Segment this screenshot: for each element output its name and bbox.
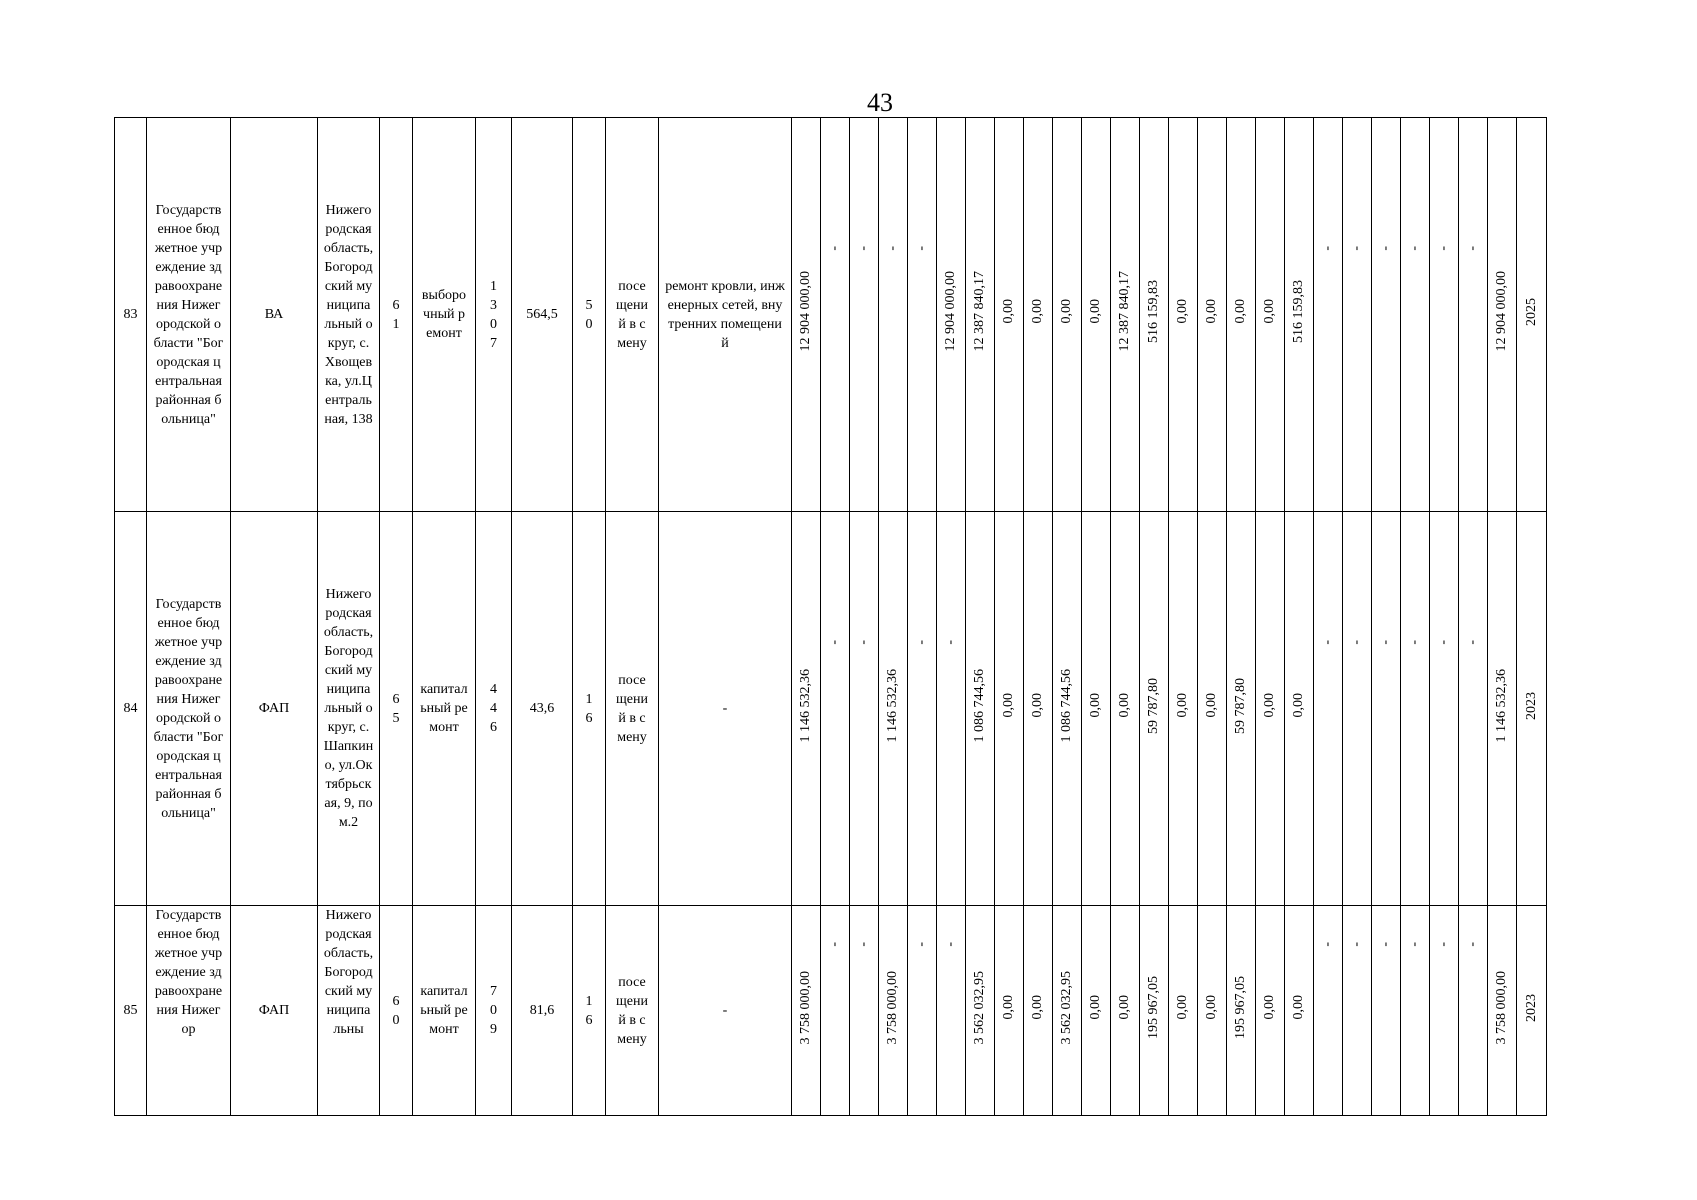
amount-cell [1227,118,1256,512]
amount-cell [1401,118,1430,512]
amount-value: 195 967,05 [1233,976,1248,1039]
amount-value: - [914,942,929,947]
amount-value: 0,00 [1175,995,1190,1020]
amount-value: 59 787,80 [1233,677,1248,734]
capacity-unit: посещений в смену [616,672,648,745]
amount-cell [1082,906,1111,1116]
amount-cell [1169,118,1198,512]
amount-value: - [943,640,958,645]
amount-cell [1024,906,1053,1116]
amount-cell [1401,906,1430,1116]
facility-type: ФАП [258,701,290,716]
amount-value: 0,00 [1175,693,1190,718]
amount-value: 0,00 [1088,995,1103,1020]
amount-cell [1488,118,1517,512]
amount-value: - [827,942,842,947]
column-9-value-cell [573,118,606,512]
address-cell [318,118,380,512]
amount-cell [1285,906,1314,1116]
amount-cell [1140,118,1169,512]
amount-cell [879,512,908,906]
amount-cell [1169,512,1198,906]
amount-value: 1 146 532,36 [1494,668,1509,743]
amount-value: 0,00 [1262,299,1277,324]
amount-value: 0,00 [1030,693,1045,718]
amount-cell [1227,906,1256,1116]
amount-value: - [1349,942,1364,947]
capacity-unit-cell [606,118,659,512]
amount-value: 516 159,83 [1291,280,1306,343]
amount-value: - [1349,640,1364,645]
amount-cell [1053,118,1082,512]
area: 81,6 [529,1003,555,1018]
amount-cell [1053,906,1082,1116]
amount-value: - [943,942,958,947]
amount-cell [1517,512,1547,906]
row-number-cell [115,906,147,1116]
amount-value: 0,00 [1233,299,1248,324]
amount-cell [908,512,937,906]
facility-type-cell [231,906,318,1116]
work-description: - [722,1003,728,1018]
column-9-value: 16 [585,993,593,1028]
amount-cell [1256,512,1285,906]
amount-cell [1053,512,1082,906]
amount-cell [879,906,908,1116]
amount-cell [1314,512,1343,906]
amount-value: - [1436,640,1451,645]
amount-value: - [914,640,929,645]
row-number: 84 [123,701,138,716]
capacity-unit-cell [606,906,659,1116]
amount-cell [1314,118,1343,512]
program-table [114,117,1547,1116]
amount-value: 0,00 [1117,995,1132,1020]
amount-value: 0,00 [1030,995,1045,1020]
amount-cell [1111,118,1140,512]
column-7-value-cell [476,512,512,906]
amount-cell [937,512,966,906]
column-5-value: 60 [392,993,400,1028]
amount-cell [966,512,995,906]
column-5-value-cell [380,118,413,512]
amount-value: 0,00 [1001,995,1016,1020]
facility-type-cell [231,118,318,512]
amount-cell [850,512,879,906]
table-row [115,118,1547,512]
work-description-cell [659,118,792,512]
amount-value: 0,00 [1175,299,1190,324]
amount-value: 0,00 [1291,693,1306,718]
amount-value: 0,00 [1117,693,1132,718]
amount-cell [1024,118,1053,512]
area: 43,6 [529,701,555,716]
amount-cell [966,118,995,512]
amount-cell [1488,512,1517,906]
amount-value: 1 146 532,36 [798,668,813,743]
amount-cell [821,906,850,1116]
area-cell [512,906,573,1116]
amount-cell [1430,906,1459,1116]
amount-value: 0,00 [1291,995,1306,1020]
amount-cell [850,118,879,512]
column-5-value: 61 [392,297,400,332]
amount-value: 0,00 [1030,299,1045,324]
amount-cell [1082,512,1111,906]
amount-cell [937,906,966,1116]
address: Нижегородская область, Богородский муниципальны [323,908,374,1037]
amount-value: 12 904 000,00 [943,271,958,352]
amount-value: - [827,640,842,645]
amount-cell [879,118,908,512]
amount-value: 2023 [1523,691,1539,720]
amount-cell [1343,118,1372,512]
amount-cell [1227,512,1256,906]
amount-cell [792,906,821,1116]
amount-cell [908,118,937,512]
amount-value: 1 146 532,36 [885,668,900,743]
amount-cell [821,118,850,512]
row-number-cell [115,512,147,906]
facility-type: ВА [264,307,284,322]
amount-value: 0,00 [1262,995,1277,1020]
amount-value: 0,00 [1001,299,1016,324]
work-description-cell [659,512,792,906]
amount-value: - [856,942,871,947]
row-number-cell [115,118,147,512]
amount-value: 12 387 840,17 [1117,271,1132,352]
work-type-cell [413,118,476,512]
amount-value: 3 758 000,00 [885,970,900,1045]
amount-cell [821,512,850,906]
amount-value: 3 562 032,95 [972,970,987,1045]
amount-value: 0,00 [1204,995,1219,1020]
amount-cell [1256,118,1285,512]
column-5-value-cell [380,906,413,1116]
amount-cell [1285,512,1314,906]
work-type: капитальный ремонт [420,682,468,735]
amount-value: - [1436,942,1451,947]
amount-cell [995,118,1024,512]
amount-cell [1343,512,1372,906]
amount-value: 0,00 [1204,693,1219,718]
amount-value: 2025 [1523,297,1539,326]
amount-cell [1314,906,1343,1116]
work-description: - [722,701,728,716]
amount-cell [1111,906,1140,1116]
amount-value: 12 387 840,17 [972,271,987,352]
amount-cell [966,906,995,1116]
amount-cell [1517,118,1547,512]
column-5-value-cell [380,512,413,906]
work-type-cell [413,906,476,1116]
amount-value: 0,00 [1001,693,1016,718]
amount-value: 3 758 000,00 [1494,970,1509,1045]
amount-cell [1401,512,1430,906]
amount-value: - [885,246,900,251]
address-cell [318,906,380,1116]
institution-name: Государственное бюджетное учреждение здравоохранения Нижегородской области "Богородская центральная районная больница" [153,202,224,427]
area-cell [512,512,573,906]
work-type: выборочный ремонт [421,288,467,341]
page-number: 43 [867,88,893,117]
address-cell [318,512,380,906]
amount-value: 12 904 000,00 [1494,271,1509,352]
amount-value: - [1465,942,1480,947]
table-body [115,118,1547,1116]
capacity-unit: посещений в смену [616,974,648,1047]
amount-value: - [1378,942,1393,947]
institution-name: Государственное бюджетное учреждение здравоохранения Нижегородской области "Богородская центральная районная больница" [153,596,224,821]
column-7-value: 446 [490,682,497,735]
amount-value: 0,00 [1262,693,1277,718]
amount-cell [995,906,1024,1116]
amount-cell [1430,512,1459,906]
amount-value: - [1407,246,1422,251]
amount-value: 1 086 744,56 [1059,668,1074,743]
amount-value: - [1407,942,1422,947]
address: Нижегородская область, Богородский муниципальный округ, с. Шапкино, ул.Октябрьская, 9, пом.2 [323,587,374,830]
work-type-cell [413,512,476,906]
facility-type-cell [231,512,318,906]
column-5-value: 65 [392,691,400,726]
amount-cell [1517,906,1547,1116]
amount-cell [1169,906,1198,1116]
institution-name-cell [147,118,231,512]
amount-value: - [1436,246,1451,251]
column-7-value: 709 [490,984,497,1037]
amount-cell [1256,906,1285,1116]
amount-value: - [827,246,842,251]
amount-value: - [1378,246,1393,251]
amount-value: - [1349,246,1364,251]
amount-cell [1082,118,1111,512]
amount-cell [1198,512,1227,906]
amount-value: 0,00 [1059,299,1074,324]
table-row [115,906,1547,1116]
amount-value: - [1320,246,1335,251]
amount-value: 1 086 744,56 [972,668,987,743]
amount-value: - [914,246,929,251]
amount-cell [1140,512,1169,906]
column-9-value: 16 [585,691,593,726]
amount-cell [1285,118,1314,512]
amount-cell [1198,118,1227,512]
column-9-value: 50 [585,297,593,332]
amount-value: - [1465,246,1480,251]
amount-value: 0,00 [1088,693,1103,718]
amount-cell [1111,512,1140,906]
amount-value: 3 758 000,00 [798,970,813,1045]
row-number: 83 [123,307,138,322]
amount-cell [1372,118,1401,512]
work-description-cell [659,906,792,1116]
amount-value: 0,00 [1204,299,1219,324]
amount-cell [1488,906,1517,1116]
amount-value: 0,00 [1088,299,1103,324]
column-9-value-cell [573,512,606,906]
amount-cell [1430,118,1459,512]
institution-name-cell [147,512,231,906]
capacity-unit-cell [606,512,659,906]
amount-value: - [1407,640,1422,645]
column-7-value-cell [476,906,512,1116]
amount-value: 195 967,05 [1146,976,1161,1039]
amount-value: 516 159,83 [1146,280,1161,343]
amount-value: - [1378,640,1393,645]
work-description: ремонт кровли, инженерных сетей, внутренних помещений [665,278,785,351]
area: 564,5 [526,307,558,322]
amount-cell [1372,512,1401,906]
amount-cell [1372,906,1401,1116]
address: Нижегородская область, Богородский муниципальный округ, с. Хвощевка, ул.Центральная, 138 [323,202,374,427]
amount-value: - [1320,640,1335,645]
capacity-unit: посещений в смену [616,278,648,351]
amount-cell [1459,512,1488,906]
amount-value: - [1320,942,1335,947]
amount-cell [1198,906,1227,1116]
institution-name-cell [147,906,231,1116]
amount-value: 3 562 032,95 [1059,970,1074,1045]
column-7-value: 1307 [490,278,497,351]
table-row [115,512,1547,906]
column-9-value-cell [573,906,606,1116]
institution-name: Государственное бюджетное учреждение здравоохранения Нижегор [154,908,223,1037]
amount-cell [1459,118,1488,512]
amount-cell [1459,906,1488,1116]
amount-cell [1343,906,1372,1116]
work-type: капитальный ремонт [420,984,468,1037]
amount-value: - [856,640,871,645]
row-number: 85 [123,1003,138,1018]
column-7-value-cell [476,118,512,512]
amount-cell [792,512,821,906]
amount-cell [1140,906,1169,1116]
amount-cell [1024,512,1053,906]
facility-type: ФАП [258,1003,290,1018]
area-cell [512,118,573,512]
amount-cell [937,118,966,512]
amount-cell [850,906,879,1116]
amount-value: 12 904 000,00 [798,271,813,352]
amount-value: - [856,246,871,251]
amount-value: 2023 [1523,993,1539,1022]
amount-value: 59 787,80 [1146,677,1161,734]
amount-cell [908,906,937,1116]
amount-cell [995,512,1024,906]
amount-value: - [1465,640,1480,645]
amount-cell [792,118,821,512]
